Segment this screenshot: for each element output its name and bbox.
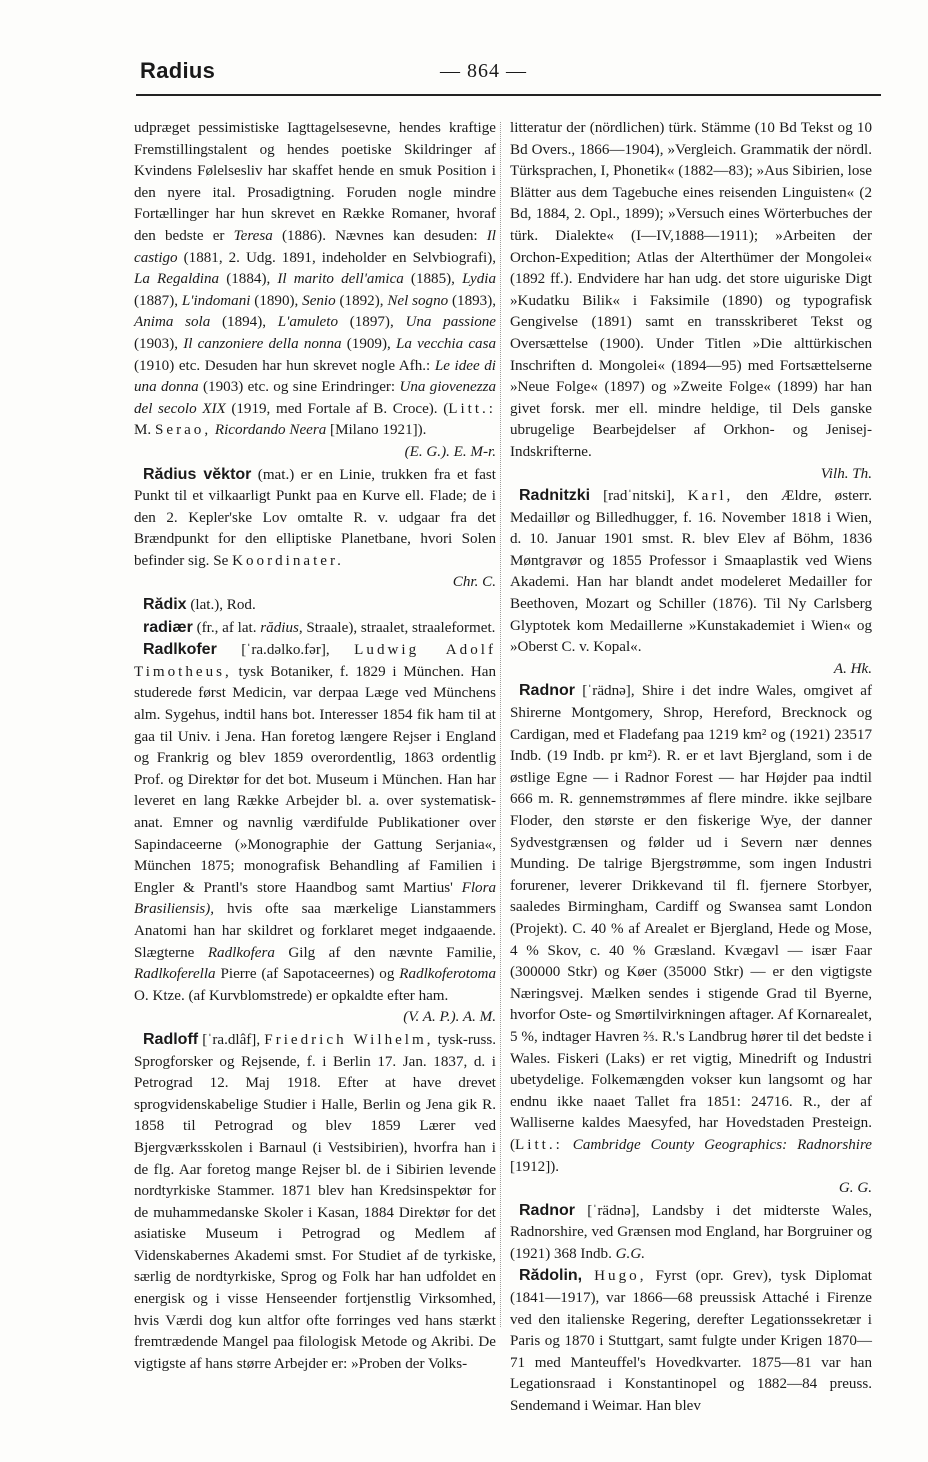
signature: (E. G.). E. M-r. [404, 443, 496, 460]
text-run: Il marito dell'amica [277, 271, 404, 288]
signature: (V. A. P.). A. M. [403, 1009, 496, 1026]
headword: Rădolin, [519, 1267, 583, 1285]
text-run: (1903) etc. og sine Erindringer: [198, 379, 400, 396]
headword: Rădix [143, 596, 187, 614]
text-run: (1893), [448, 292, 497, 309]
text-run: hvis ofte saa mærkelige Lianstammers Anatomi han har skildret og forklaret meget indgaaende. Slægterne [134, 901, 496, 961]
text-run [563, 1137, 573, 1153]
page-number: — 864 — [440, 60, 527, 82]
text-run: L'indomani [181, 292, 251, 309]
entry-radius-continuation [134, 118, 496, 442]
text-run: (1892), [335, 292, 388, 309]
entry-radius-vektor [134, 464, 496, 573]
text-run: [ˈrädnə], [575, 1202, 652, 1219]
text-run: Gilg af den nævnte Familie, [274, 944, 496, 961]
headword: Radlkofer [143, 641, 217, 659]
text-run: Flora Brasiliensis), [134, 879, 496, 918]
cross-reference: Koordinater. [232, 552, 344, 569]
text-run: udpræget pessimistiske Iagttagelsesevne, hendes kraftige Fremstillingstalent og hendes poetiske Skildringer af Kvindens Følelsesliv har skaffet hende en smuk Position i den nyere ital. Prosadigtning. Foruden nogle mindre Fortællinger har hun skrevet en Række Romaner, hvoraf den bedste er [134, 120, 496, 244]
text-run: [ˈra.dəlko.fər], [216, 642, 355, 659]
text-run: Radlkofera [207, 944, 275, 961]
left-column [134, 118, 496, 1375]
text-run: (1903), [134, 335, 184, 352]
text-run: (1894), [210, 314, 278, 331]
text-run: [Milano 1921]). [326, 422, 427, 439]
text-run: tysk Botaniker, f. 1829 i München. Han studerede først Medicin, var derpaa Læge ved Münchens alm. Sygehus, indtil hans bot. Interesser 1854 fik ham til at gaa til Univ. i Jena. Han foretog længere Rejser i England og Frankrig og blev 1859 overordentlig, 1863 ordentlig Prof. og Direktør for det bot. Museum i München. Han har leveret en lang Række Arbejder bl. a. over systematisk-anat. Emner og navnlig værdifulde Publikationer over Sapindaceerne (»Monographie der Gattung Serjania«, München 1875; monografisk Behandling af Familien i Engler & Prantl's store Haandbog samt Martius' [134, 663, 496, 896]
text-run: Una passione [405, 314, 496, 331]
headword: Radnor [519, 1201, 575, 1219]
text-run: Anima sola [134, 314, 211, 331]
headword: Radnitzki [519, 487, 591, 505]
text-run: (1890), [250, 292, 303, 309]
signature: G. G. [838, 1180, 872, 1197]
text-run: Una giovenezza del secolo XIX [134, 379, 497, 417]
text-run: [1912]). [510, 1158, 560, 1175]
headword: Radloff [143, 1030, 199, 1048]
text-run: La Regaldina [134, 271, 220, 288]
text-run: Teresa [233, 227, 273, 244]
text-run: Radlkoferotoma [399, 966, 496, 983]
text-run: (1884), [219, 271, 278, 288]
text-run: (fr., af lat. [192, 619, 261, 636]
headword: Radnor [519, 682, 575, 700]
text-run: [radˈnitski], [590, 488, 688, 505]
text-run: Hugo, [582, 1268, 647, 1285]
entry-radiaer [134, 617, 496, 640]
text-run: Ludwig Adolf Timotheus, [134, 642, 496, 680]
text-run: den Ældre, østerr. Medaillør og Billedhugger, f. 16. November 1818 i Wien, d. 10. Januar 1901 smst. R. blev Elev af Böhm, 1836 Møntgravør og 1855 Professor i Smaaplastik ved Wiens Akademi. Han har blandt andet modeleret Medailler for Beethoven, Mozart og Schiller (1876). Til Ny Carlsberg Glyptotek kom Medaillerne »Kunstakademiet i Wien« og »Oberst C. v. Kopal«. [510, 488, 872, 656]
header-rule [136, 94, 881, 96]
signature: G.G. [615, 1245, 646, 1262]
entry-radloff-continuation: litteratur der (nördlichen) türk. Stämme (10 Bd Tekst og 10 Bd Overs., 1866—1904), »Vergleich. Grammatik der nördl. Türksprachen, I, Phonetik« (1882—83); »Aus Sibirien, lose Blätter aus dem Tagebuche eines reisenden Linguisten« (2 Bd, 1884, 2. Opl., 1899); »Versuch eines Wörterbuches der türk. Dialekte« (I—IV,1888—1911); »Arbeiten der Orchon-Expedition; Atlas der Alterthümer der Mongolei« (1892 ff.). Endvidere har han udg. det store uiguriske Digt »Kudatku Bilik« i Faksimile (1890) og typografisk Gengivelse (1891) samt en transskriberet Tekst og Oversættelse (1900). Under Titlen »Die alttürkischen Inschriften d. Mongolei« (1894—95) med Fortsættelserne »Neue Folge« (1897) og »Zweite Folge« (1899) har han givet forsk. mer ell. mindre heldige, til Dels ganske ubrugelige Bearbejdelser af Orkhon- og Jenisej-Indskrifterne. [510, 120, 872, 460]
entry-radnor-town [510, 1200, 872, 1266]
headword: radiær [143, 618, 193, 636]
signature: Chr. C. [452, 574, 496, 591]
text-run: M. [134, 422, 155, 439]
text-run: [ˈra.dlâf], [198, 1031, 265, 1048]
entry-radnor-shire [510, 680, 872, 1178]
text-run: (1910) etc. Desuden har hun skrevet nogle Afh.: [134, 357, 435, 374]
running-head-word: Radius [140, 58, 216, 83]
text-run: L'amuleto [277, 314, 338, 331]
text-run: Lydia [462, 271, 496, 288]
text-run: Pierre (af Sapotaceernes) og [215, 966, 400, 983]
text-run: Fyrst (opr. Grev), tysk Diplomat (1841—1917), var 1866—68 preussisk Attaché i Firenze ved den italienske Regering, derefter Legationssekretær i Paris og 1870 i Stuttgart, samt fulgte under Krigen 1870—71 med Manteuffel's Hovedkvarter. 1875—81 var han Legationsraad i Konstantinopel og 1882—84 preuss. Sendemand i Weimar. Han blev [510, 1268, 873, 1415]
text-run: [ˈrädnə], [575, 683, 642, 700]
text-run: (1919, med Fortale af B. Croce). ( [225, 400, 449, 417]
right-column [510, 118, 872, 1418]
text-run: Litt.: [515, 1136, 563, 1153]
text-run: (1887), [134, 292, 182, 309]
text-run: (mat.) er en Linie, trukken fra et fast Punkt til et vilkaarligt Punkt paa en Kurve ell. Flade; de i den 2. Kepler'ske Lov omtalte R. v. udgaar fra det Brændpunkt for den elliptiske Planetbane, hvori Solen befinder sig. Se [134, 466, 497, 569]
entry-radix [134, 594, 496, 617]
signature: A. Hk. [833, 660, 872, 677]
text-run: (1881, 2. Udg. 1891, indeholder en Selvbiografi), [177, 249, 496, 266]
text-run: Litt.: [448, 400, 497, 417]
text-run: rădius, [260, 619, 303, 636]
text-run: Cambridge County Geographics: Radnorshire [572, 1136, 872, 1153]
signature: Vilh. Th. [820, 465, 872, 482]
column-divider [500, 122, 501, 1327]
text-run: Landsby i det midterste Wales, Radnorshire, ved Grænsen mod England, har Borgruiner og (1921) 368 Indb. [510, 1202, 872, 1262]
text-run: (lat.), Rod. [186, 597, 256, 614]
text-run: Il canzoniere della nonna [183, 335, 342, 352]
text-run: La vecchia casa [395, 335, 497, 352]
text-run: tysk-russ. Sprogforsker og Rejsende, f. i Berlin 17. Jan. 1837, d. i Petrograd 12. Maj 1918. Efter at have drevet sprogvidenskabelige Studier i Halle, Berlin og Jena gik R. 1858 til Petrograd og blev 1859 Lærer ved Bjergværksskolen i Barnaul (i Vestsibirien), hvorfra han i de flg. Aar foretog mange Rejser bl. de i Sibirien levende nordtyrkiske Stammer. 1871 blev han Kredsinspektør for de muhammedanske Skoler i Kasan, 1884 Direktør for det asiatiske Museum i Petrograd og Medlem af Videnskabernes Akademi smst. For Studiet af de tyrkiske, særlig de nordtyrkiske, Sprog og Folk har han udfoldet en energisk og i visse Henseender fortjenstlig Virksomhed, hvis Værdi dog kun altfor ofte forringes ved hans stærkt fremtrædende Mangel paa filologisk Metode og Akribi. De vigtigste af hans større Arbejder er: »Proben der Volks- [134, 1031, 496, 1372]
text-run: Straale), straalet, straaleformet. [302, 619, 496, 636]
text-run: O. Ktze. (af Kurvblomstrede) er opkaldte efter ham. [134, 987, 449, 1004]
entry-radlkofer [134, 639, 496, 1007]
text-run: Karl, [687, 488, 734, 505]
text-run: Nel sogno [387, 292, 449, 309]
entry-radolin [510, 1265, 872, 1417]
headword: Rădius vĕktor [143, 465, 252, 483]
text-run: (1885), [403, 271, 463, 288]
text-run: Friedrich Wilhelm, [264, 1031, 434, 1048]
text-run: Senio [302, 292, 336, 309]
text-run: (1897), [338, 314, 406, 331]
entry-radloff [134, 1029, 496, 1376]
text-run: (1909), [341, 335, 396, 352]
text-run: Il castigo [134, 227, 496, 266]
text-run: Radlkoferella [134, 966, 216, 983]
text-run: (1886). Nævnes kan desuden: [272, 227, 487, 244]
text-run: Le idee di una donna [134, 357, 496, 396]
entry-radnitzki [510, 485, 872, 659]
text-run: Serao, [154, 422, 212, 439]
text-run: Ricordando Neera [214, 422, 327, 439]
text-run: Shire i det indre Wales, omgivet af Shirerne Montgomery, Shrop, Hereford, Brecknock og Cardigan, med et Fladefang paa 1219 km² og (1921) 23517 Indb. (19 Indb. pr km²). R. er et lavt Bjergland, som i de østlige Egne — i Radnor Forest — har Højder paa indtil 666 m. R. gennemstrømmes af flere mindre. ikke sejlbare Floder, den største er den fiskerige Wye, der danner Sydvestgrænsen og følder ud i Severn nær dennes Munding. De talrige Bjergstrømme, som ingen Industri forurener, leverer Drikkevand til fl. fjernere Storbyer, saaledes Birmingham, Cardiff og Swansea samt London (Projekt). C. 40 % af Arealet er Bjergland, Hede og Mose, 4 % Skov, c. 40 % Græsland. Kvægavl — især Faar (300000 Stkr) og Køer (35000 Stkr) — er den vigtigste Næringsvej. Mælken sendes i stigende Grad til Byerne, hvorfor Oste- og Smørtilvirkningen aftager. Af Kornarealet, 5 %, indtager Havren ⅔. R.'s Landbrug hører til det bedste i Wales. Fiskeri (Laks) er ret vigtig, Minedrift og Industri ubetydelige. Folkemængden vokser kun langsomt og har endnu ikke naaet Tallet fra 1851: 24716. R., der af Walliserne kaldes Maesyfed, har Hovedstaden Presteign. ( [510, 683, 872, 1153]
